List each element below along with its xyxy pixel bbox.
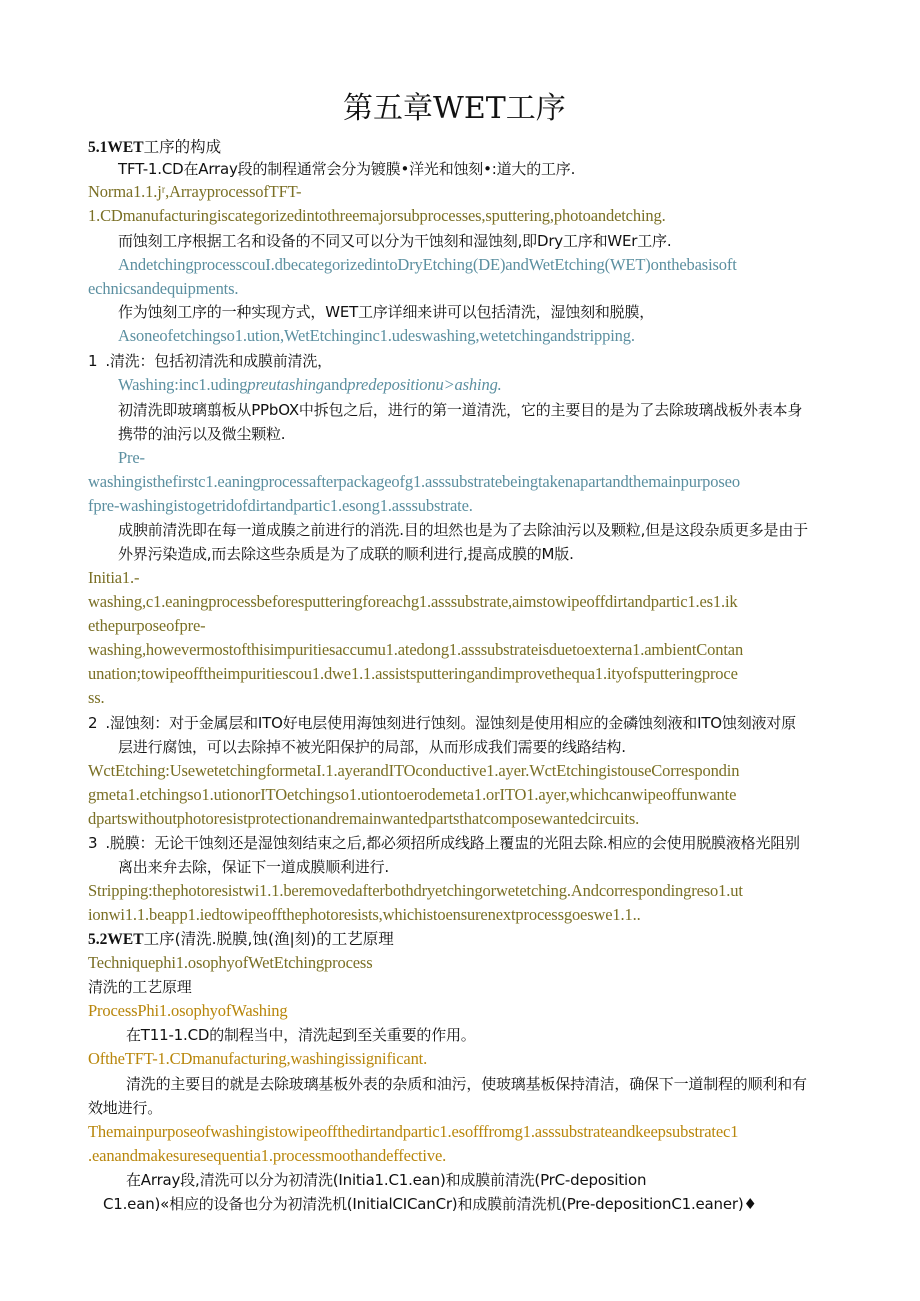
paragraph-en: 1.CDmanufacturingiscategorizedintothreemajorsubprocesses,sputtering,photoandetching. bbox=[88, 206, 666, 225]
paragraph-en: OftheTFT-1.CDmanufacturing,washingissignificant. bbox=[88, 1049, 428, 1068]
paragraph-zh: TFT-1.CD在Array段的制程通常会分为镀膜•洋光和蚀刻•:道大的工序. bbox=[118, 160, 576, 178]
paragraph-en: Norma1.1.jʳ,ArrayprocessofTFT- bbox=[88, 182, 302, 201]
paragraph-en: WctEtching:UsewetetchingformetaI.1.ayerandITOconductive1.ayer.WctEtchingistouseCorrespondin bbox=[88, 761, 740, 780]
paragraph-zh: 外界污染造成,而去除这些杂质是为了成联的顺利进行,提高成膜的M版. bbox=[118, 545, 574, 563]
paragraph-en bbox=[118, 377, 502, 394]
paragraph-en: Asoneofetchingso1.ution,WetEtchinginc1.udeswashing,wetetchingandstripping. bbox=[118, 326, 635, 345]
list-number: 2 bbox=[88, 714, 98, 732]
paragraph-en: ethepurposeofpre- bbox=[88, 616, 206, 635]
paragraph-en: ionwi1.1.beapp1.iedtowipeoffthephotoresists,whichistoensurenextprocessgoeswe1.1.. bbox=[88, 905, 641, 924]
paragraph-zh: 成腴前清洗即在每一道成腠之前进行的消洗.目的坦然也是为了去除油污以及颗粒,但是这段杂质更多是由于 bbox=[118, 521, 808, 539]
paragraph-en: ss. bbox=[88, 688, 105, 707]
list-text: .清洗：包括初清洗和成膜前清洗， bbox=[105, 352, 332, 370]
paragraph-en: Pre- bbox=[118, 448, 145, 467]
paragraph-en: washingisthefirstc1.eaningprocessafterpackageofg1.asssubstratebeingtakenapartandthemainpurposeo bbox=[88, 472, 740, 491]
paragraph-zh: 作为蚀刻工序的一种实现方式，WET工序详细来讲可以包括清洗，湿蚀刻和脱膜， bbox=[118, 303, 655, 321]
page-title: 第五章WET工序 bbox=[343, 91, 566, 126]
section-number: 5.2WET bbox=[88, 931, 144, 948]
paragraph-zh: 在T11-1.CD的制程当中，清洗起到至关重要的作用。 bbox=[126, 1026, 476, 1044]
paragraph-mixed: C1.ean)«相应的设备也分为初清洗机(InitialCICanCr)和成膜前清洗机(Pre-depositionC1.eaner)♦ bbox=[103, 1195, 757, 1213]
paragraph-en: echnicsandequipments. bbox=[88, 279, 239, 298]
paragraph-en: Stripping:thephotoresistwi1.1.beremovedafterbothdryetchingorwetetching.Andcorrespondingreso1.ut bbox=[88, 881, 743, 900]
paragraph-zh: 层进行腐蚀，可以去除掉不被光阳保护的局部，从而形成我们需要的线路结构. bbox=[118, 738, 626, 756]
subheading-en: ProcessPhi1.osophyofWashing bbox=[88, 1001, 288, 1020]
list-item-washing bbox=[88, 354, 332, 369]
paragraph-zh: 离出来弁去除，保证下一道成膜顺利进行. bbox=[118, 858, 389, 876]
paragraph-zh: 效地进行。 bbox=[88, 1099, 163, 1117]
text-run: Washing:inc1.uding bbox=[118, 375, 248, 394]
text-run-italic: predepositionu>ashing. bbox=[347, 375, 502, 394]
text-run: and bbox=[323, 375, 348, 394]
paragraph-en: .eanandmakesuresequentia1.processmoothandeffective. bbox=[88, 1146, 447, 1165]
paragraph-mixed: 在Array段,清洗可以分为初清洗(Initia1.C1.ean)和成膜前清洗(PrC-deposition bbox=[126, 1171, 647, 1189]
paragraph-zh: 初清洗即玻璃翦板从PPbOX中拆包之后，进行的第一道清洗，它的主要目的是为了去除玻璃战板外表本身 bbox=[118, 401, 803, 419]
list-text: .湿蚀刻：对于金属层和ITO好电层使用海蚀刻进行蚀刻。湿蚀刻是使用相应的金磷蚀刻液和ITO蚀刻液对原 bbox=[105, 714, 796, 732]
section-title: 工序的构成 bbox=[143, 138, 222, 156]
text-run-italic: preutashing bbox=[247, 375, 324, 394]
list-item-wet-etching bbox=[88, 716, 796, 731]
paragraph-en: dpartswithoutphotoresistprotectionandremainwantedpartsthatcomposewantedcircuits. bbox=[88, 809, 640, 828]
paragraph-en: Themainpurposeofwashingistowipeoffthedirtandpartic1.esofffromg1.asssubstrateandkeepsubstratec1 bbox=[88, 1122, 739, 1141]
paragraph-en: AndetchingprocesscouI.dbecategorizedintoDryEtching(DE)andWetEtching(WET)onthebasisoft bbox=[118, 255, 737, 274]
list-text: .脱膜：无论干蚀刻还是湿蚀刻结束之后,都必须招所成线路上覆盅的光阻去除.相应的会使用脱膜液格光阻别 bbox=[105, 834, 800, 852]
paragraph-en: washing,howevermostofthisimpuritiesaccumu1.atedong1.asssubstrateisduetoexterna1.ambientContan bbox=[88, 640, 744, 659]
list-item-stripping bbox=[88, 836, 800, 851]
paragraph-zh: 清洗的主要目的就是去除玻璃基板外表的杂质和油污，使玻璃基板保持清洁，确保下一道制程的顺利和有 bbox=[126, 1075, 807, 1093]
list-number: 1 bbox=[88, 352, 98, 370]
section-heading-5-1 bbox=[88, 140, 221, 156]
section-heading-5-2 bbox=[88, 932, 394, 948]
paragraph-zh: 携带的油污以及微尘颗粒. bbox=[118, 425, 286, 443]
section-title: 工序(清洗.脱膜,蚀(渔|刻)的工艺原理 bbox=[143, 930, 394, 948]
paragraph-en: fpre-washingistogetridofdirtandpartic1.esong1.asssubstrate. bbox=[88, 496, 473, 515]
subheading-zh: 清洗的工艺原理 bbox=[88, 978, 192, 996]
paragraph-en: Initia1.- bbox=[88, 568, 140, 587]
list-number: 3 bbox=[88, 834, 98, 852]
paragraph-en: gmeta1.etchingso1.utionorITOetchingso1.utiontoerodemeta1.orITO1.ayer,whichcanwipeoffunwante bbox=[88, 785, 737, 804]
paragraph-zh: 而蚀刻工序根据工名和设备的不同又可以分为干蚀刻和湿蚀刻,即Dry工序和WEr工序. bbox=[118, 232, 672, 250]
paragraph-en: washing,c1.eaningprocessbeforesputteringforeachg1.asssubstrate,aimstowipeoffdirtandpartic1.es1.ik bbox=[88, 592, 738, 611]
section-heading-en: Techniquephi1.osophyofWetEtchingprocess bbox=[88, 953, 373, 972]
section-number: 5.1WET bbox=[88, 139, 144, 156]
paragraph-en: unation;towipeofftheimpuritiescou1.dwe1.1.assistsputteringandimprovethequa1.ityofsputteringproce bbox=[88, 664, 738, 683]
